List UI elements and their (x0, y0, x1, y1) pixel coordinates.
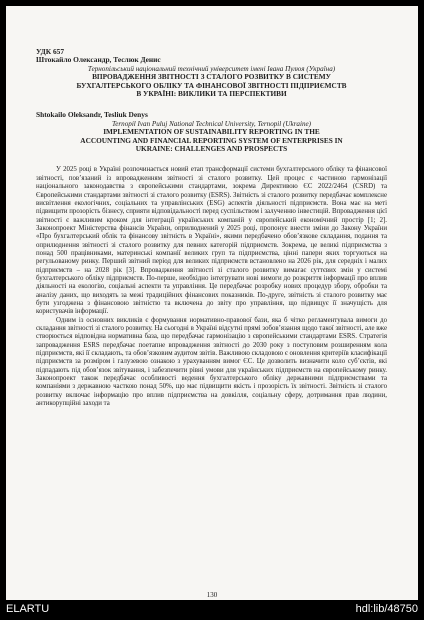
body-paragraph: У 2025 році в Україні розпочинається новий етап трансформації системи бухгалтерського обліку та фінансової звітності, пов’язаний із впровадженням звітності зі сталого розвитку. Цей процес є частиною гармонізації національного законодавства з європейськими стандартами, зокрема Директивою ЄС 2022/2464 (CSRD) та Європейськими стандартами звітності зі сталого розвитку (ESRS). Звітність зі сталого розвитку передбачає комплексне висвітлення екологічних, соціальних та управлінських (ESG) аспектів діяльності підприємств. Вона має на меті підвищити прозорість бізнесу, сприяти відповідальності перед суспільством і залученню інвестицій. Впровадження цієї звітності є важливим кроком для інтеграції українських компаній у європейський економічний простір [1; 2]. Законопроект Міністерства фінансів України, оприлюднений у 2025 році, пропонує внести зміни до Закону України «Про бухгалтерський облік та фінансову звітність в Україні», якими передбачено обов’язкове складання, подання та оприлюднення звітності зі сталого розвитку для певних категорій підприємств. Зокрема, це великі підприємства з понад 500 працівниками, материнські компанії великих груп та підприємства, цінні папери яких торгуються на регульованому ринку. Перший звітний період для великих підприємств встановлено на 2026 рік, для середніх і малих підприємств – на 2028 рік [3]. Впровадження звітності зі сталого розвитку вимагає суттєвих змін у системі бухгалтерського обліку підприємств. По-перше, необхідно інтегрувати нові вимоги до розкриття інформації про вплив діяльності на екологію, соціальні аспекти та управління. Це передбачає розробку нових процедур збору, обробки та аналізу даних, що виходять за межі традиційних фінансових показників. По-друге, звітність зі сталого розвитку має бути узгоджена з фінансовою звітністю та включена до звіту про управління, що підвищує її значущість для користувачів інформації. (36, 166, 387, 316)
footer-bar (0, 600, 424, 620)
title-en-line: ACCOUNTING AND FINANCIAL REPORTING SYSTEM OF ENTERPRISES IN (80, 135, 343, 145)
authors-ua: Штокайло Олександр, Теслюк Денис (36, 55, 161, 65)
page-number: 130 (206, 591, 218, 599)
document-page (6, 6, 418, 600)
title-en-line: UKRAINE: CHALLENGES AND PROSPECTS (135, 144, 288, 154)
title-en (36, 128, 387, 153)
title-ua-line: БУХГАЛТЕРСЬКОГО ОБЛІКУ ТА ФІНАНСОВОЇ ЗВІТНОСТІ ПІДПРИЄМСТВ (76, 80, 347, 90)
footer-handle-link[interactable]: hdl:lib/48750 (355, 603, 418, 615)
title-ua-line: ВПРОВАДЖЕННЯ ЗВІТНОСТІ З СТАЛОГО РОЗВИТКУ В СИСТЕМУ (92, 72, 331, 82)
authors-en: Shtokailo Oleksandr, Tesliuk Denys (36, 110, 148, 120)
udk-code: УДК 657 (36, 47, 65, 56)
footer-repository-label: ELARTU (6, 603, 50, 615)
title-ua (36, 73, 387, 98)
title-en-line: IMPLEMENTATION OF SUSTAINABILITY REPORTING IN THE (103, 127, 320, 137)
title-ua-line: В УКРАЇНІ: ВИКЛИКИ ТА ПЕРСПЕКТИВИ (136, 89, 287, 99)
affiliation-ua: Тернопільський національний технічний університет імені Івана Пулюя (Україна) (87, 64, 336, 73)
body-paragraph: Одним із основних викликів є формування нормативно-правової бази, яка б чітко регламентувала вимоги до складання звітності зі сталого розвитку. На сьогодні в Україні відсутні прямі зобов’язання щодо такої звітності, але вже створюється відповідна нормативна база, що передбачає гармонізацію з європейськими стандартами ESRS. Стратегія запровадження ESRS передбачає поетапне впровадження звітності до 2030 року з поступовим розширенням кола підприємств, які її складають, та обов’язковим аудитом звітів. Важливою складовою є оновлення критеріїв класифікації підприємств за розміром і галузевою ознакою з урахуванням вимог ЄС. Це дозволить визначити коло суб’єктів, які підпадають під обов’язок звітування, і забезпечити рівні умови для українських підприємств на європейському ринку. Законопроект також передбачає особливості ведення бухгалтерського обліку державними підприємствами та компаніями з державною часткою понад 50%, що має підвищити якість і прозорість їх звітності. Звітність зі сталого розвитку включає інформацію про вплив підприємства на довкілля, соціальну сферу, дотримання прав людини, антикорупційні заходи та (36, 316, 387, 408)
affiliation-en: Ternopil Ivan Puluj National Technical University, Ternopil (Ukraine) (111, 119, 311, 128)
